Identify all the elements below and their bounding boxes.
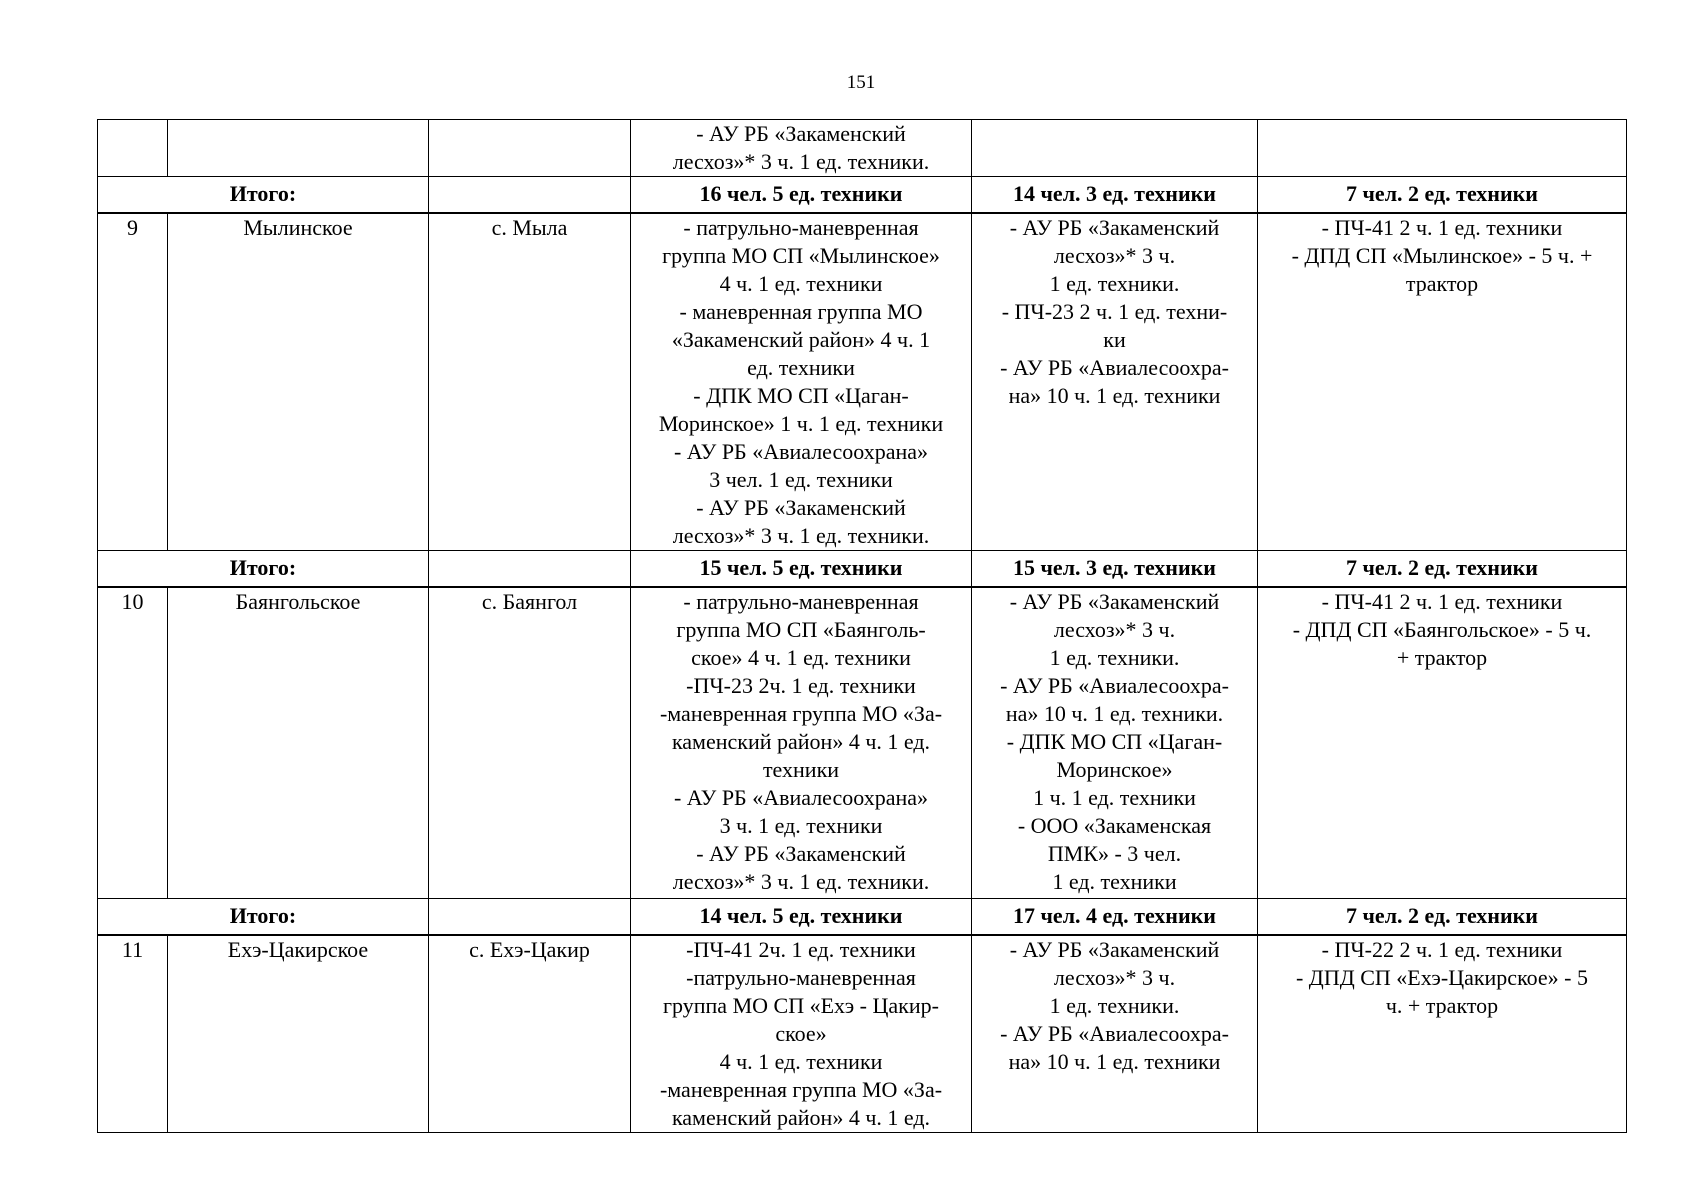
cell-forces-col6	[1258, 213, 1627, 551]
cell-forces-col4	[631, 120, 972, 177]
cell-forces-col5	[972, 587, 1258, 899]
cell-forces-col6-text: - ПЧ-41 2 ч. 1 ед. техники - ДПД СП «Баянгольское» - 5 ч. + трактор	[1292, 588, 1592, 670]
total-col5: 14 чел. 3 ед. техники	[972, 177, 1258, 213]
table-row	[98, 935, 1627, 1133]
total-col6: 7 чел. 2 ед. техники	[1258, 177, 1627, 213]
cell-village: с. Мыла	[429, 213, 631, 551]
total-empty-cell	[429, 177, 631, 213]
total-row	[98, 899, 1627, 935]
cell-forces-col4-text: - патрульно-маневренная группа МО СП «Мылинское» 4 ч. 1 ед. техники - маневренная группа МО «Закаменский район» 4 ч. 1 ед. техники - ДПК МО СП «Цаган- Моринское» 1 ч. 1 ед. техники - АУ РБ «Авиалесоохрана» 3 чел. 1 ед. техники - АУ РБ «Закаменский лесхоз»* 3 ч. 1 ед. техники.	[658, 214, 944, 548]
page-number: 151	[846, 72, 876, 93]
total-col4: 14 чел. 5 ед. техники	[631, 899, 972, 935]
total-col5: 15 чел. 3 ед. техники	[972, 551, 1258, 587]
total-col6: 7 чел. 2 ед. техники	[1258, 551, 1627, 587]
total-empty-cell	[429, 899, 631, 935]
cell-forces-col5	[972, 120, 1258, 177]
cell-forces-col5-text: - АУ РБ «Закаменский лесхоз»* 3 ч. 1 ед. техники. - АУ РБ «Авиалесоохра- на» 10 ч. 1 ед. техники	[1000, 936, 1229, 1074]
cell-settlement: Мылинское	[168, 213, 429, 551]
fire-forces-table	[97, 119, 1627, 1133]
cell-settlement: Баянгольское	[168, 587, 429, 899]
total-row	[98, 551, 1627, 587]
cell-forces-col6	[1258, 935, 1627, 1133]
cell-village: с. Баянгол	[429, 587, 631, 899]
cell-num: 9	[98, 213, 168, 551]
cell-settlement: Ехэ-Цакирское	[168, 935, 429, 1133]
cell-forces-col4	[631, 587, 972, 899]
cell-num: 10	[98, 587, 168, 899]
table-row-continuation	[98, 120, 1627, 177]
cell-village	[429, 120, 631, 177]
table-row	[98, 587, 1627, 899]
total-col5: 17 чел. 4 ед. техники	[972, 899, 1258, 935]
total-label: Итого:	[98, 899, 429, 935]
cell-forces-col5	[972, 935, 1258, 1133]
cell-forces-col5-text: - АУ РБ «Закаменский лесхоз»* 3 ч. 1 ед. техники. - ПЧ-23 2 ч. 1 ед. техни- ки - АУ РБ «Авиалесоохра- на» 10 ч. 1 ед. техники	[1000, 214, 1229, 408]
cell-forces-col4	[631, 935, 972, 1133]
total-col4: 15 чел. 5 ед. техники	[631, 551, 972, 587]
cell-num: 11	[98, 935, 168, 1133]
table-row	[98, 213, 1627, 551]
cell-forces-col5-text: - АУ РБ «Закаменский лесхоз»* 3 ч. 1 ед. техники. - АУ РБ «Авиалесоохра- на» 10 ч. 1 ед. техники. - ДПК МО СП «Цаган- Моринское» 1 ч. 1 ед. техники - ООО «Закаменская ПМК» - 3 чел. 1 ед. техники	[1000, 588, 1229, 894]
total-label: Итого:	[98, 177, 429, 213]
total-label: Итого:	[98, 551, 429, 587]
cell-forces-col4-text: - АУ РБ «Закаменский лесхоз»* 3 ч. 1 ед. техники.	[672, 121, 930, 174]
cell-forces-col4-text: -ПЧ-41 2ч. 1 ед. техники -патрульно-маневренная группа МО СП «Ехэ - Цакир- ское» 4 ч. 1 ед. техники -маневренная группа МО «За- каменский район» 4 ч. 1 ед.	[659, 936, 943, 1130]
cell-forces-col6	[1258, 587, 1627, 899]
total-row	[98, 177, 1627, 213]
cell-forces-col6-text: - ПЧ-22 2 ч. 1 ед. техники - ДПД СП «Ехэ-Цакирское» - 5 ч. + трактор	[1295, 936, 1588, 1018]
cell-forces-col6	[1258, 120, 1627, 177]
cell-village: с. Ехэ-Цакир	[429, 935, 631, 1133]
cell-forces-col5	[972, 213, 1258, 551]
cell-settlement	[168, 120, 429, 177]
total-col4: 16 чел. 5 ед. техники	[631, 177, 972, 213]
total-col6: 7 чел. 2 ед. техники	[1258, 899, 1627, 935]
total-empty-cell	[429, 551, 631, 587]
cell-forces-col6-text: - ПЧ-41 2 ч. 1 ед. техники - ДПД СП «Мылинское» - 5 ч. + трактор	[1291, 214, 1593, 296]
cell-forces-col4	[631, 213, 972, 551]
cell-num	[98, 120, 168, 177]
cell-forces-col4-text: - патрульно-маневренная группа МО СП «Баянголь- ское» 4 ч. 1 ед. техники -ПЧ-23 2ч. 1 ед. техники -маневренная группа МО «За- каменский район» 4 ч. 1 ед. техники - АУ РБ «Авиалесоохрана» 3 ч. 1 ед. техники - АУ РБ «Закаменский лесхоз»* 3 ч. 1 ед. техники.	[659, 588, 943, 894]
